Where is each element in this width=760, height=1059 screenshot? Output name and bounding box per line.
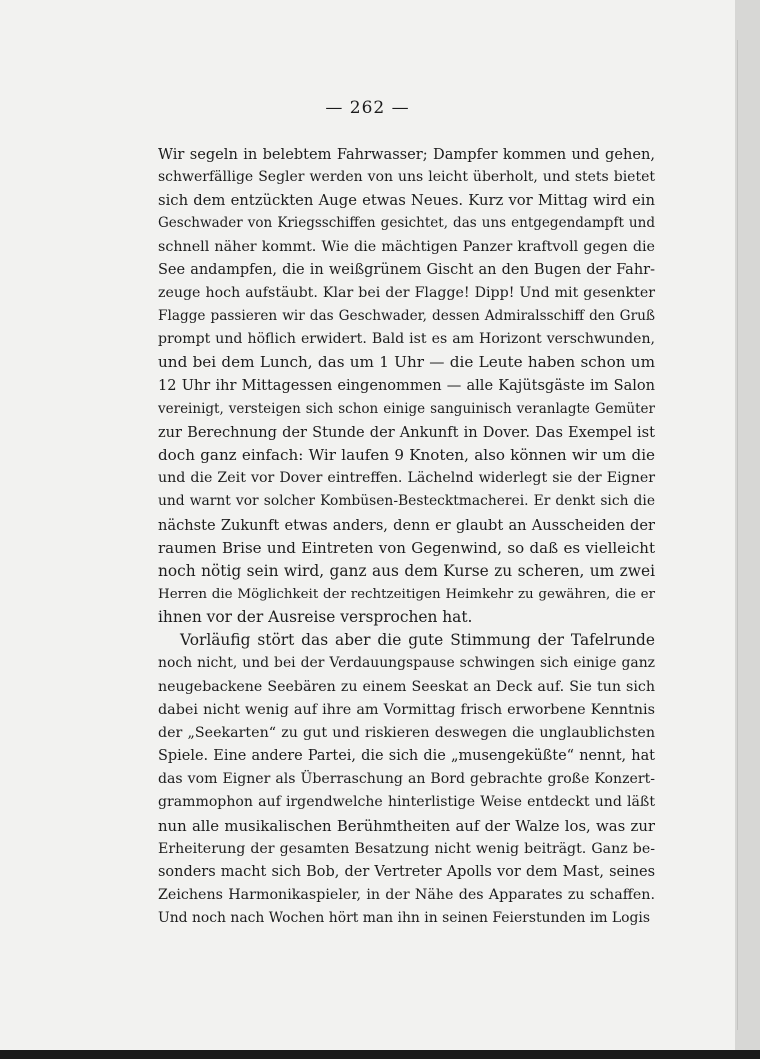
scan-bottom-border bbox=[0, 1050, 760, 1059]
text-line: raumen Brise und Eintreten von Gegenwind, so daß es vielleicht bbox=[158, 538, 655, 557]
text-line: 12 Uhr ihr Mittagessen eingenommen — alle Kajütsgäste im Salon bbox=[158, 377, 655, 394]
text-line: dabei nicht wenig auf ihre am Vormittag frisch erworbene Kenntnis bbox=[158, 701, 655, 718]
text-line: nun alle musikalischen Berühmtheiten auf der Walze los, was zur bbox=[158, 816, 655, 835]
text-line: nächste Zukunft etwas anders, denn er glaubt an Ausscheiden der bbox=[158, 516, 655, 534]
text-line: ihnen vor der Ausreise versprochen hat. bbox=[158, 608, 473, 627]
text-line: Spiele. Eine andere Partei, die sich die „musengeküßte“ nennt, hat bbox=[158, 748, 655, 765]
text-line: Zeichens Harmonikaspieler, in der Nähe des Apparates zu schaffen. bbox=[158, 887, 655, 903]
text-line: Flagge passieren wir das Geschwader, dessen Admiralsschiff den Gruß bbox=[158, 308, 655, 325]
text-line: schwerfällige Segler werden von uns leicht überholt, und stets bietet bbox=[158, 169, 655, 186]
body-text bbox=[158, 143, 655, 930]
text-line: schnell näher kommt. Wie die mächtigen Panzer kraftvoll gegen die bbox=[158, 238, 655, 255]
page-edge-shadow bbox=[735, 0, 760, 1050]
text-line: das vom Eigner als Überraschung an Bord gebrachte große Konzert- bbox=[158, 771, 655, 788]
text-line: der „Seekarten“ zu gut und riskieren deswegen die unglaublichsten bbox=[158, 724, 655, 741]
text-line: und die Zeit vor Dover eintreffen. Lächelnd widerlegt sie der Eigner bbox=[158, 470, 655, 487]
text-line: noch nötig sein wird, ganz aus dem Kurse zu scheren, um zwei bbox=[158, 561, 655, 580]
text-line: Und noch nach Wochen hört man ihn in seinen Feierstunden im Logis bbox=[158, 910, 650, 927]
text-line: neugebackene Seebären zu einem Seeskat an Deck auf. Sie tun sich bbox=[158, 678, 655, 695]
page-edge-line bbox=[737, 40, 738, 1030]
text-line: Geschwader von Kriegsschiffen gesichtet, das uns entgegendampft und bbox=[158, 215, 655, 232]
text-line: zur Berechnung der Stunde der Ankunft in Dover. Das Exempel ist bbox=[158, 423, 655, 441]
text-line: vereinigt, versteigen sich schon einige sanguinisch veranlagte Gemüter bbox=[158, 400, 655, 417]
text-line: Herren die Möglichkeit der rechtzeitigen Heimkehr zu gewähren, die er bbox=[158, 586, 655, 602]
paragraph-1 bbox=[158, 143, 655, 629]
text-line: doch ganz einfach: Wir laufen 9 Knoten, also können wir um die bbox=[158, 446, 655, 465]
text-line: Wir segeln in belebtem Fahrwasser; Dampfer kommen und gehen, bbox=[158, 146, 655, 163]
text-line: grammophon auf irgendwelche hinterlistige Weise entdeckt und läßt bbox=[158, 794, 655, 811]
text-line: sich dem entzückten Auge etwas Neues. Kurz vor Mittag wird ein bbox=[158, 192, 655, 210]
text-line: prompt und höflich erwidert. Bald ist es am Horizont verschwunden, bbox=[158, 331, 655, 348]
text-line: Erheiterung der gesamten Besatzung nicht wenig beiträgt. Ganz be- bbox=[158, 840, 655, 857]
text-line: zeuge hoch aufstäubt. Klar bei der Flagge! Dipp! Und mit gesenkter bbox=[158, 284, 655, 301]
text-line: See andampfen, die in weißgrünem Gischt an den Bugen der Fahr- bbox=[158, 261, 655, 278]
page-number: — 262 — bbox=[325, 98, 410, 118]
text-line: sonders macht sich Bob, der Vertreter Apolls vor dem Mast, seines bbox=[158, 863, 655, 880]
text-line: und warnt vor solcher Kombüsen-Bestecktmacherei. Er denkt sich die bbox=[158, 493, 655, 510]
text-line: und bei dem Lunch, das um 1 Uhr — die Leute haben schon um bbox=[158, 353, 655, 372]
text-line: Vorläufig stört das aber die gute Stimmung der Tafelrunde bbox=[180, 631, 655, 650]
paragraph-2 bbox=[158, 629, 655, 930]
text-line: noch nicht, und bei der Verdauungspause schwingen sich einige ganz bbox=[158, 655, 655, 672]
